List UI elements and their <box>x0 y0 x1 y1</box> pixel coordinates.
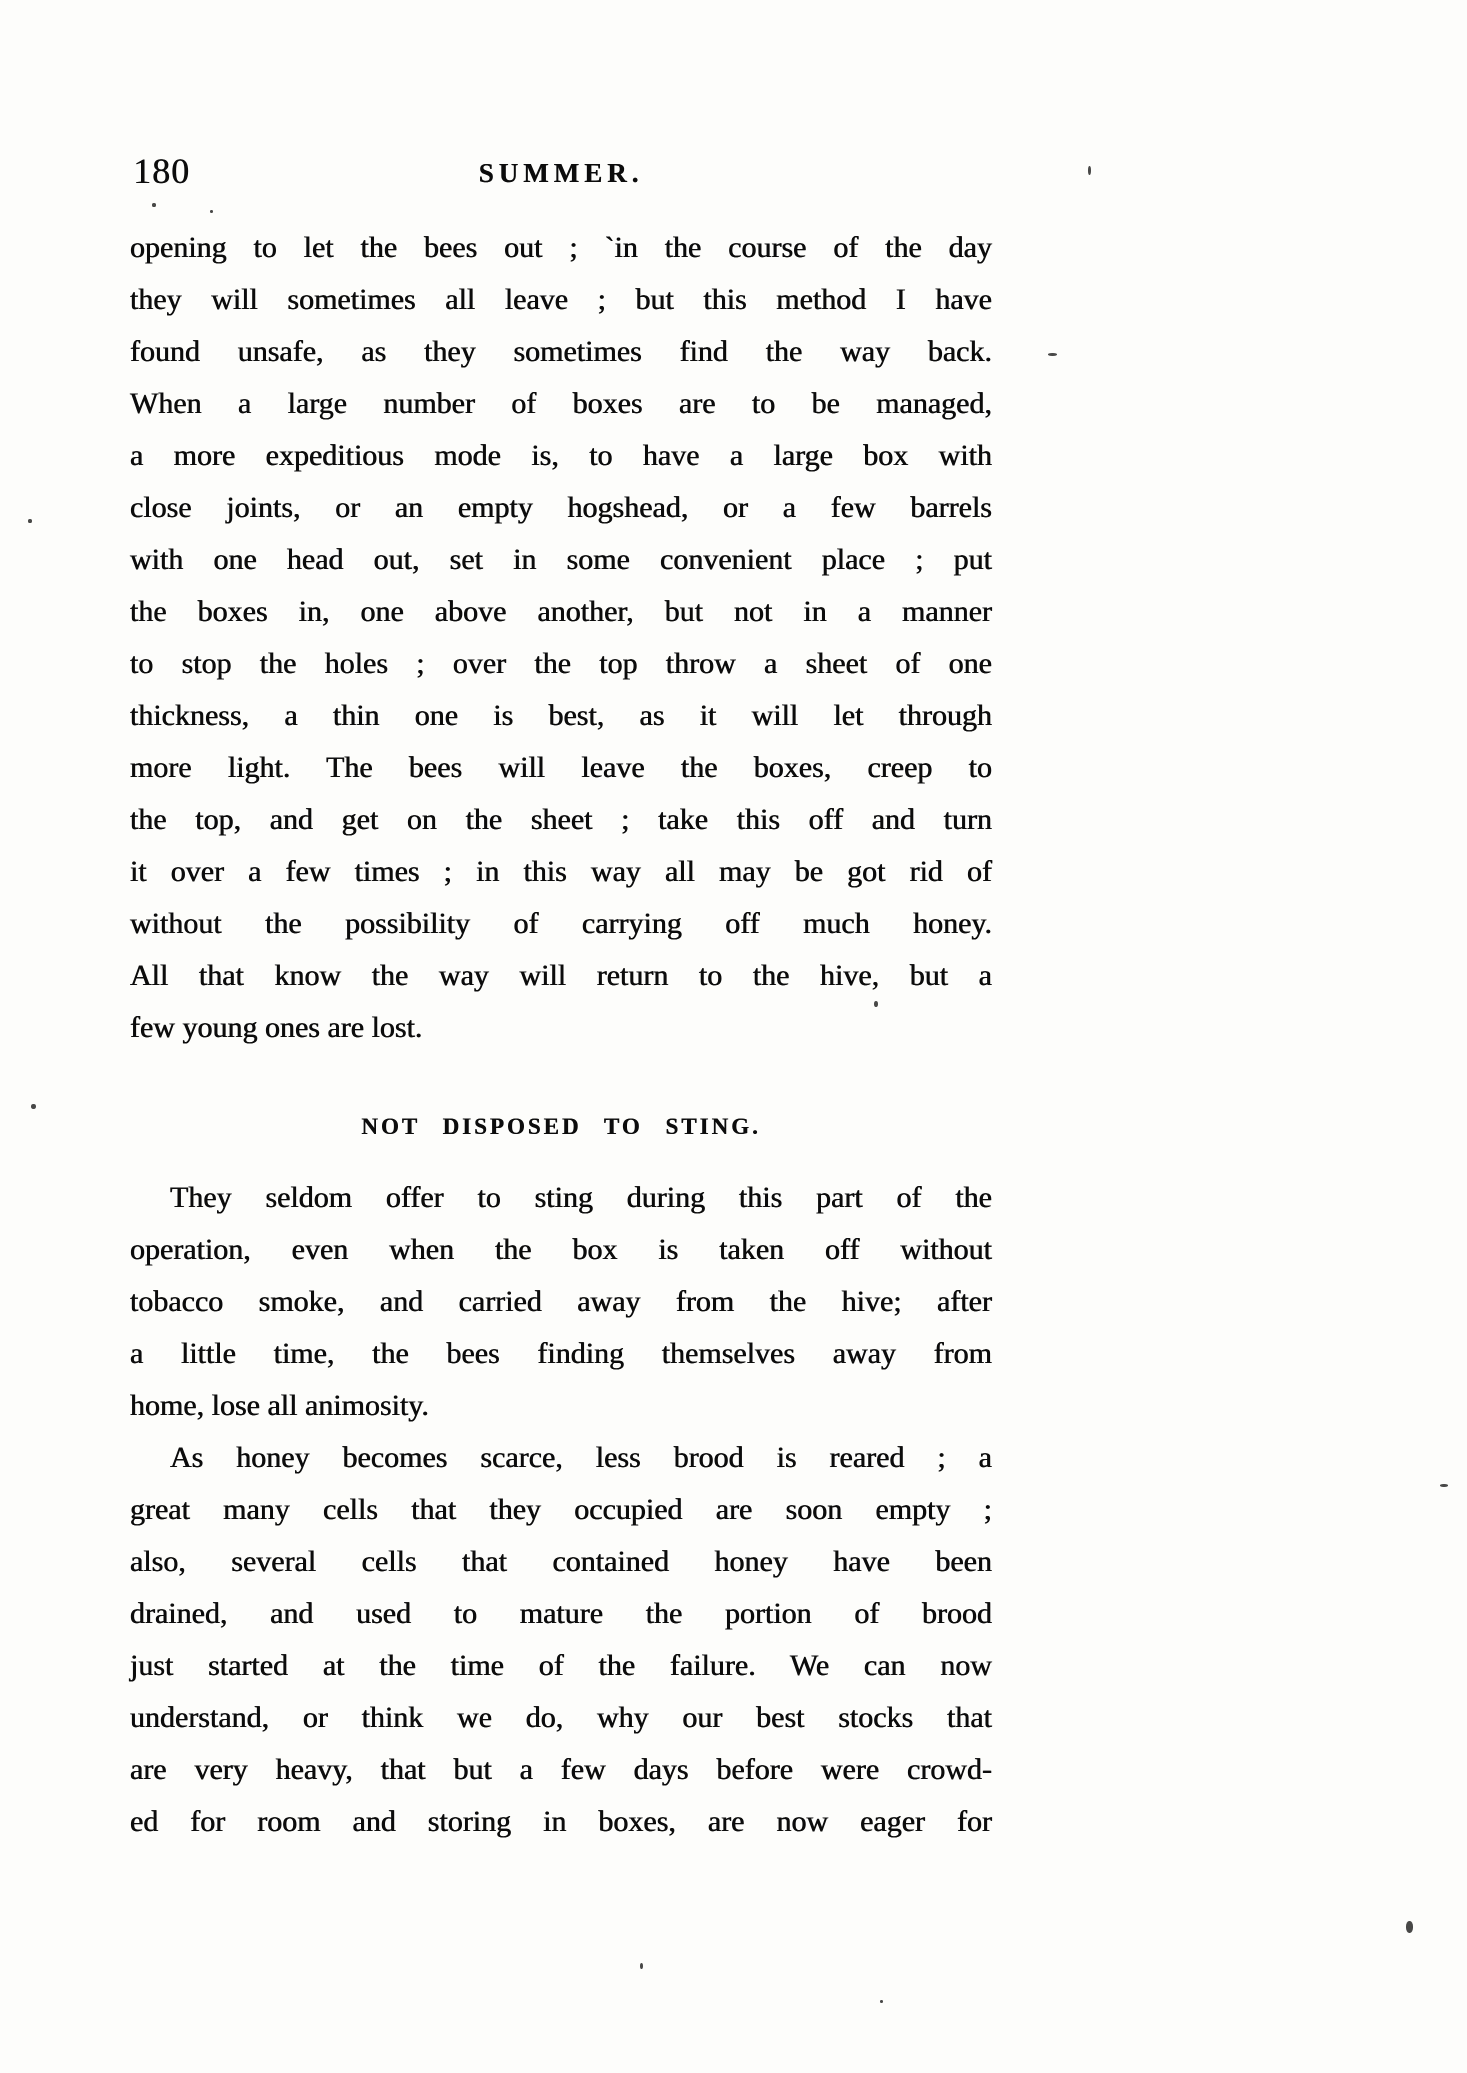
text-line: They seldom offer to sting during this part of the <box>170 1181 992 1214</box>
text-line: the top, and get on the sheet ; take this off and turn <box>130 803 992 836</box>
text-line: As honey becomes scarce, less brood is reared ; a <box>170 1441 992 1474</box>
text-line: drained, and used to mature the portion of brood <box>130 1597 992 1630</box>
text-line: great many cells that they occupied are soon empty ; <box>130 1493 992 1526</box>
text-line: understand, or think we do, why our best stocks that <box>130 1701 992 1734</box>
text-line: just started at the time of the failure. We can now <box>130 1649 992 1682</box>
text-line: a more expeditious mode is, to have a large box with <box>130 439 992 472</box>
running-header: SUMMER. <box>478 158 644 188</box>
scan-speck <box>1406 1921 1413 1933</box>
text-line: home, lose all animosity. <box>130 1389 429 1422</box>
text-line: All that know the way will return to the hive, but a <box>130 959 992 992</box>
paragraph <box>130 1172 992 1432</box>
text-line: more light. The bees will leave the boxes, creep to <box>130 751 992 784</box>
scan-speck <box>210 210 213 213</box>
text-line: are very heavy, that but a few days before were crowd- <box>130 1753 992 1786</box>
text-line: they will sometimes all leave ; but this method I have <box>130 283 992 316</box>
scan-speck <box>152 203 156 207</box>
scan-speck <box>874 1001 878 1007</box>
scan-speck <box>640 1963 643 1969</box>
text-line: to stop the holes ; over the top throw a sheet of one <box>130 647 992 680</box>
text-line: thickness, a thin one is best, as it will let through <box>130 699 992 732</box>
scan-speck <box>31 1104 36 1109</box>
scan-speck <box>1088 166 1091 175</box>
text-line: a little time, the bees finding themselves away from <box>130 1337 992 1370</box>
text-line: also, several cells that contained honey have been <box>130 1545 992 1578</box>
text-line: it over a few times ; in this way all may be got rid of <box>130 855 992 888</box>
text-line: with one head out, set in some convenient place ; put <box>130 543 992 576</box>
scan-speck <box>1440 1484 1448 1487</box>
paragraph <box>130 1432 992 1848</box>
text-line: without the possibility of carrying off much honey. <box>130 907 992 940</box>
scan-speck <box>28 519 32 523</box>
text-line: operation, even when the box is taken off without <box>130 1233 992 1266</box>
text-line: opening to let the bees out ; `in the course of the day <box>130 231 992 264</box>
text-line: few young ones are lost. <box>130 1011 423 1044</box>
page-body-text <box>130 222 992 1848</box>
paragraph <box>130 222 992 1054</box>
page-number: 180 <box>133 151 190 191</box>
text-line: ed for room and storing in boxes, are now eager for <box>130 1805 992 1838</box>
text-line: close joints, or an empty hogshead, or a few barrels <box>130 491 992 524</box>
text-line: the boxes in, one above another, but not in a manner <box>130 595 992 628</box>
scan-speck <box>1048 353 1057 356</box>
text-line: tobacco smoke, and carried away from the hive; after <box>130 1285 992 1318</box>
text-line: found unsafe, as they sometimes find the way back. <box>130 335 992 368</box>
scan-speck <box>880 2000 883 2003</box>
section-heading: NOT DISPOSED TO STING. <box>361 1114 761 1139</box>
text-line: When a large number of boxes are to be managed, <box>130 387 992 420</box>
